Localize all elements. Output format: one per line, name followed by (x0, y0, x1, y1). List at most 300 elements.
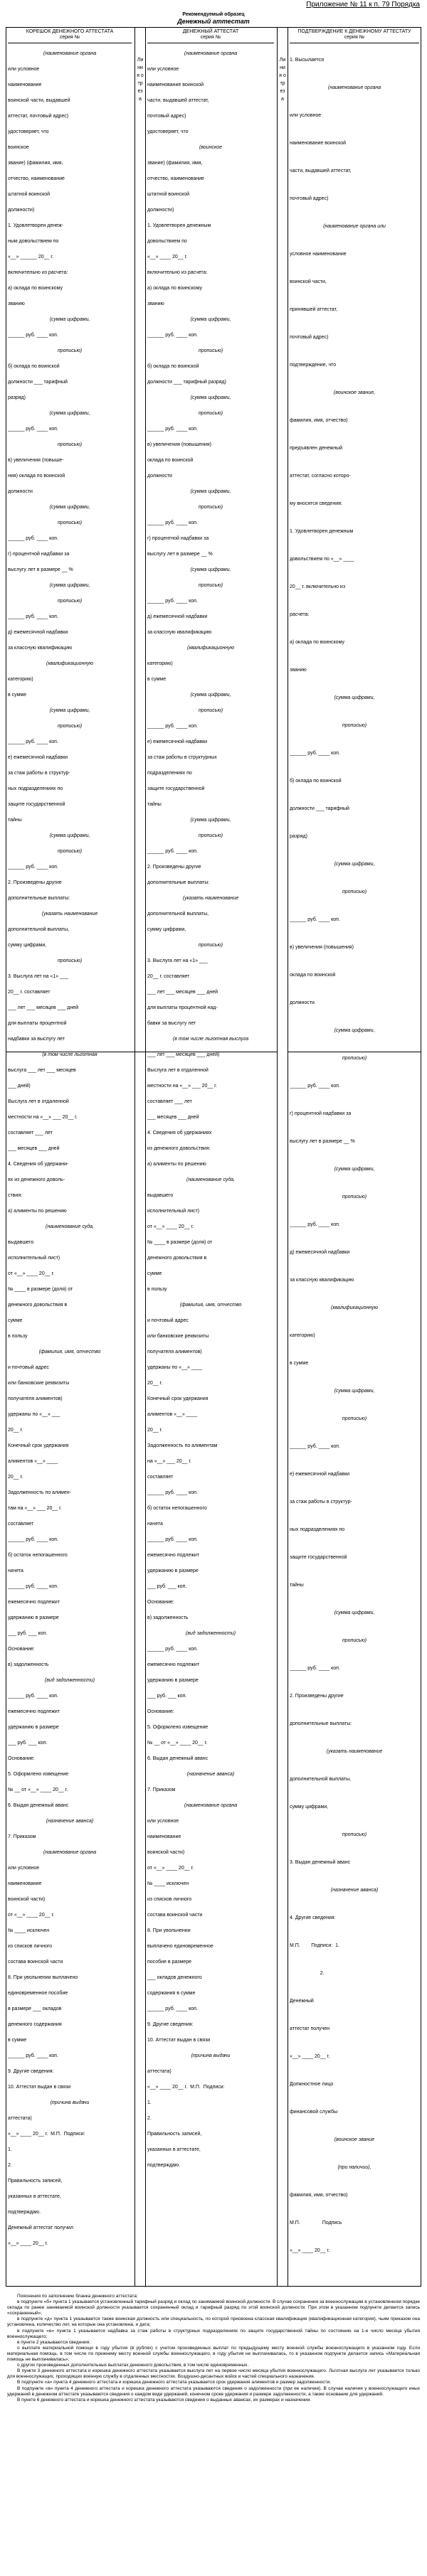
form-line: тайны (290, 1583, 304, 1588)
cut-line-right-label: Линия отреза (279, 58, 286, 102)
form-line: для выплаты процентной над- (147, 1005, 218, 1010)
form-line: прописью) (198, 833, 223, 838)
form-line: 9. Другие сведения: (147, 2022, 194, 2027)
form-line: (вид задолженности) (44, 1678, 95, 1683)
form-line: г) процентной надбавки за (147, 536, 209, 541)
note-paragraph: В пункте 6 денежного аттестата и корешка денежного аттестата указываются сведения о выданных авансах, их размерах и назначении. (17, 2397, 312, 2403)
form-line: ______ руб. ____ коп. (8, 536, 58, 541)
form-line: от «__» ____ 20__ г. (8, 1271, 55, 1276)
form-line: 10. Аттестат выдан в связи (8, 2085, 71, 2090)
form-line: прописью) (342, 1056, 367, 1061)
form-line: удостоверяет, что (147, 129, 189, 134)
form-line: ___ дней) (8, 1084, 31, 1089)
form-line: (назначение аванса) (186, 1772, 235, 1777)
form-line: в сумме (147, 677, 167, 682)
form-line: 10. Аттестат выдан в связи (147, 2038, 211, 2043)
main-title: ДЕНЕЖНЫЙ АТТЕСТАТ (182, 29, 239, 34)
form-line: 7. Приказом (8, 1834, 36, 1839)
form-line: включительно из расчета: (147, 270, 208, 275)
form-line: выслугу лет в размере __ % (147, 552, 213, 557)
form-line: (сумма цифрами, (49, 411, 90, 416)
form-line: наименование воинской (147, 82, 204, 87)
appendix-reference: Приложение № 11 к п. 79 Порядка (306, 1, 420, 9)
form-line: (сумма цифрами, (190, 395, 231, 400)
form-line: выслугу лет в размере __ % (290, 1139, 355, 1144)
form-line: ______ руб. ____ коп. (147, 724, 198, 729)
form-line: или условное (147, 67, 179, 72)
form-line: категорию) (147, 661, 173, 666)
form-line: 20__ г. включительно из (290, 584, 346, 589)
form-line: ______ руб. ____ коп. (8, 1694, 58, 1699)
form-line: 1. Удовлетворен денеж- (8, 223, 63, 228)
form-line: ______ руб. ____ коп. (8, 333, 58, 338)
form-line: ___ руб. ___ коп. (8, 1741, 48, 1746)
confirm-header (290, 28, 419, 43)
form-line: ______ руб. ____ коп. (8, 1537, 58, 1542)
form-line: прописью) (57, 442, 83, 447)
form-line: категорию) (290, 1333, 315, 1338)
form-line: денежного содержания (8, 2022, 62, 2027)
form-line: № ____ исключен (147, 1881, 189, 1886)
form-line: фамилия, имя, отчество) (290, 2193, 348, 2198)
form-line: выдавшего (8, 1240, 34, 1245)
form-line: на «__» ___ 20__ г. (147, 1459, 192, 1464)
form-line: составляет ___ лет (8, 1131, 53, 1135)
form-line: должности ___ тарифный (290, 806, 349, 811)
form-line: 1. (8, 2147, 12, 2152)
form-line: Конечный срок удержания (8, 1443, 69, 1448)
form-line: 6. Выдан денежный аванс (147, 1756, 209, 1761)
form-line: должности (147, 474, 172, 479)
form-line: прописью) (57, 520, 83, 525)
form-line: воинской части, (290, 279, 327, 284)
form-line: составляет (8, 1522, 34, 1527)
form-line: прописью) (57, 599, 83, 604)
sample-subtitle: Рекомендуемый образец (182, 12, 245, 17)
form-line: начета (147, 1522, 163, 1527)
confirm-series: серия № (344, 35, 365, 40)
form-line: за классную квалификацию (290, 1278, 354, 1283)
form-line: в) увеличения (повышения) (290, 945, 354, 950)
form-line: (наименование органа (184, 51, 238, 56)
form-line: 2. (290, 1971, 325, 1976)
form-line: (наименование органа (43, 1850, 97, 1855)
form-line: и почтовый адрес (147, 1318, 189, 1323)
form-line: а) оклада по воинскому (8, 286, 63, 291)
form-line: в) задолженность (147, 1615, 189, 1620)
form-line: звание) (фамилия, имя, (147, 161, 203, 166)
cut-line-left-label: Линия отреза (137, 58, 144, 102)
form-line: 2. Произведены другие (290, 1694, 344, 1699)
form-line: в сумме (8, 2038, 27, 2043)
form-line: прописью) (198, 943, 223, 948)
form-line: дополнительной выплаты, (290, 1777, 352, 1782)
note-paragraph: в пункте 2 указываются сведения: (17, 2339, 90, 2345)
form-line: ______ руб. ____ коп. (8, 614, 58, 619)
form-line: исполнительный лист) (8, 1256, 60, 1261)
form-line: прописью) (342, 1638, 367, 1643)
form-line: расчета: (290, 612, 310, 617)
form-line: ным довольствием по (8, 239, 59, 244)
form-line: аттестата) (147, 2069, 172, 2074)
form-line: в пользу (147, 1287, 167, 1292)
form-line: (сумма цифрами, (190, 693, 231, 698)
confirm-body (290, 46, 419, 2265)
form-line: там на «__» ___ 20__ г. (8, 1506, 62, 1511)
form-line: должности) (8, 208, 35, 213)
form-line: довольствием по (147, 239, 187, 244)
form-line: 1. Высылается (290, 58, 325, 63)
form-line: ______ руб. ____ коп. (290, 1084, 340, 1089)
form-line: принявшей аттестат, (290, 307, 338, 312)
form-line: ___ лет ___ месяцев ___ дней (147, 990, 218, 995)
form-line: прописью) (57, 958, 83, 963)
form-line: (сумма цифрами, (334, 1028, 375, 1033)
form-line: дополнительные выплаты: (147, 880, 210, 885)
form-line: «__» ____ 20__ г. (290, 2054, 330, 2059)
form-line: аттестат, согласно которо- (290, 474, 351, 479)
form-line: 9. Другие сведения: (8, 2069, 54, 2074)
form-line: за стаж работы в структур- (8, 771, 70, 776)
form-line: (сумма цифрами, (190, 489, 231, 494)
form-line: (назначение аванса) (46, 1819, 94, 1824)
form-line: ______ руб. ____ коп. (8, 427, 58, 432)
form-line: выслугу лет в размере __ % (8, 567, 73, 572)
form-line: ___ месяцев ___ дней (8, 1146, 60, 1151)
form-line: ______ руб. ____ коп. (147, 427, 198, 432)
form-line: (воинское звание (334, 2137, 375, 2142)
form-line: в сумме (8, 693, 27, 698)
form-line: № __ от «__» ____ 20__ г. (8, 1787, 68, 1792)
form-line: 2. Произведены другие (147, 865, 201, 870)
form-line: разряд) (290, 834, 307, 839)
form-line: в) увеличения (повыше- (8, 458, 64, 463)
form-line: (наименование органа (327, 85, 381, 90)
form-line: ______ руб. ____ коп. (8, 2053, 58, 2058)
form-line: ______ руб. ____ коп. (290, 1444, 340, 1449)
form-line: 7. Приказом (147, 1787, 176, 1792)
form-line: Денежный аттестат получил (8, 2225, 73, 2230)
form-line: «__» ____ 20__ г. (147, 255, 188, 260)
form-line: ______ руб. ____ коп. (147, 1647, 198, 1652)
form-line: (сумма цифрами, (334, 862, 375, 867)
form-line: (сумма цифрами, (334, 1167, 375, 1172)
form-line: ______ руб. ____ коп. (147, 1537, 198, 1542)
form-line: прописью) (57, 724, 83, 729)
form-line: (при наличии), (337, 2165, 371, 2170)
form-line: ежемесячно подлежит (8, 1600, 60, 1605)
cut-line-right-outer (277, 28, 278, 2286)
form-line: 20__ г. составляет (8, 990, 51, 995)
form-line: в) увеличения (повышения) (147, 442, 212, 447)
form-line: почтовый адрес) (290, 196, 329, 201)
form-line: прописью) (342, 1832, 367, 1837)
form-line: удержанию в размере (147, 1568, 199, 1573)
form-line: денежного довольствия в (147, 1256, 207, 1261)
form-line: (квалификационную (46, 661, 93, 666)
form-line: отчество, наименование (8, 176, 65, 181)
form-line: сумму цифрами, (290, 1805, 329, 1810)
form-line: за классную квалификацию (147, 630, 212, 635)
form-line: состава воинской части (8, 1960, 63, 1965)
form-line: б) остаток непогашенного (147, 1506, 207, 1511)
form-line: Должностное лицо (290, 2082, 334, 2087)
form-line: званию (8, 301, 25, 306)
form-line: для выплаты процентной (8, 1021, 67, 1026)
form-line: д) ежемесячной надбавки (147, 614, 208, 619)
form-line: фамилия, имя, отчество) (290, 418, 348, 423)
form-line: ___ руб. ___ коп. (147, 1584, 187, 1589)
form-line: 1. Удовлетворен денежным (147, 223, 211, 228)
form-line: должности) (147, 208, 174, 213)
form-line: б) остаток непогашенного (8, 1553, 68, 1558)
form-line: должности (8, 489, 33, 494)
form-line: или условное (8, 1866, 40, 1871)
form-line: за стаж работы в структур- (290, 1500, 352, 1505)
form-line: 4. Другие сведения: (290, 1915, 336, 1920)
form-line: Основание: (147, 1709, 174, 1714)
form-line: или условное (290, 113, 322, 118)
form-line: части, выдавшей аттестат, (290, 169, 352, 173)
form-line: аттестата) (8, 2116, 32, 2121)
note-paragraph: в подпункте «б» пункта 1 указывается установленный тарифный разряд и оклад по занимаемой воинской должности. В случае сохранения за военнослужащим в установленном порядке оклада по ранее занимаемой воинской должности указывается сохраненный оклад и тарифный разряд по этой воинской должности. При этом в указанном подпункте делается запись «сохраненный»; (7, 2299, 420, 2316)
form-line: удостоверяет, что (8, 129, 49, 134)
form-line: сумме (147, 1271, 162, 1276)
form-line: ______ руб. ____ коп. (8, 739, 58, 744)
form-line: получателя алиментов) (147, 1350, 202, 1354)
form-line: е) ежемесячной надбавки (147, 739, 208, 744)
form-line: (сумма цифрами, (49, 708, 90, 713)
form-line: от «__» ____ 20__ г. (147, 1866, 194, 1871)
form-line: ___ руб. ___ коп. (8, 1631, 48, 1636)
form-line: воинской части, выдавшей (8, 98, 70, 103)
form-line: дополнительные выплаты: (8, 896, 70, 901)
form-line: сумму цифрами, (147, 927, 186, 932)
form-line: состава воинской части (147, 1913, 203, 1918)
form-line: из списков личного (8, 1944, 53, 1949)
form-line: (наименование органа (184, 1803, 238, 1808)
form-line: прописью) (57, 849, 83, 854)
note-paragraph: В подпункте «а» пункта 4 денежного аттестата и корешка денежного аттестата указывается срок удержания алиментов и размер задолженности. (17, 2380, 331, 2385)
form-line: а) оклада по воинскому (290, 640, 344, 645)
document-title: Денежный аттестат (177, 18, 250, 25)
note-paragraph: В подпункте «в» пункта 4 денежного аттестата и корешка денежного аттестата указываются сведения о задолженности (при ее наличии). В случае наличия у военнослужащего иных удержаний в денежном аттестате указываются сведения о каждом виде удержаний, конечном сроке удержания и размере задолженности, а также основание для удержаний. (7, 2385, 420, 2397)
form-line: штатной воинской (8, 192, 51, 197)
form-line: подразделениях по (147, 771, 192, 776)
form-line: ______ руб. ____ коп. (8, 1584, 58, 1589)
form-line: е) ежемесячной надбавки (290, 1472, 350, 1477)
form-line: отчество, наименование (147, 176, 204, 181)
form-line: условное наименование (290, 252, 347, 257)
form-line: «__» ______ 20__ г. (8, 255, 53, 260)
form-line: ______ руб. ____ коп. (147, 333, 198, 338)
form-line: г) процентной надбавки за (290, 1111, 352, 1116)
form-line: (сумма цифрами, (334, 695, 375, 700)
form-line: подтверждаю. (147, 2163, 181, 2168)
form-line: ______ руб. ____ коп. (8, 865, 58, 870)
stub-series: серия № (59, 35, 80, 40)
form-line: 6. Выдан денежный аванс (8, 1803, 69, 1808)
note-paragraph: о других произведенных дополнительных выплатах денежного довольствия, в том числе единовременных. (17, 2363, 249, 2368)
form-line: местности на «__» ___ 20__ г. (147, 1084, 217, 1089)
form-line: тайны (8, 818, 22, 823)
form-line: или условное (8, 67, 40, 72)
form-line: довольствием по «__» ____ (290, 557, 354, 562)
form-line: 20__ г. (147, 1381, 163, 1386)
form-line: в размере ___ окладов (8, 2006, 62, 2011)
form-line: или условное (147, 1819, 179, 1824)
form-line: ___ лет ___ месяцев ___ дней) (147, 1052, 220, 1057)
form-line: 2. (147, 2116, 152, 2121)
form-line: Конечный срок удержания (147, 1396, 209, 1401)
form-line: № __ от «__» ____ 20__ г. (147, 1741, 208, 1746)
main-body (147, 46, 274, 2174)
form-line: начета (8, 1568, 23, 1573)
form-line: (сумма цифрами, (49, 505, 90, 510)
form-line: прописью) (198, 583, 223, 588)
form-line: прописью) (198, 505, 223, 510)
form-line: пособие в размере (147, 1960, 191, 1965)
form-line: (фамилия, имя, отчество (38, 1350, 101, 1354)
form-line: е) ежемесячной надбавки (8, 755, 68, 760)
form-line: № ____ в размере (доля) от (8, 1287, 73, 1292)
form-line: почтовый адрес) (147, 114, 186, 119)
form-line: ______ руб. ____ коп. (290, 1666, 340, 1671)
form-line: 4. Сведения об удержани- (8, 1162, 69, 1167)
form-line: части, выдавшей аттестат, (147, 98, 209, 103)
form-line: Задолженность по алимен- (8, 1490, 71, 1495)
confirm-column (290, 28, 419, 2286)
cut-line-left-inner (145, 28, 146, 2286)
form-line: ных подразделениях по (8, 786, 63, 791)
form-line: а) алименты по решению (8, 1209, 67, 1214)
form-line: Задолженность по алиментам (147, 1443, 218, 1448)
form-line: оклада по воинской (147, 458, 194, 463)
form-line: исполнительный лист) (147, 1209, 200, 1214)
form-line: прописью) (198, 708, 223, 713)
form-line: наименование (8, 82, 42, 87)
form-line: прописью) (342, 1195, 367, 1199)
form-line: (сумма цифрами, (334, 1610, 375, 1615)
form-line: подтверждаю. (8, 2210, 41, 2215)
form-line: (указать наименование (326, 1749, 383, 1754)
form-line: защите государственной (290, 1555, 347, 1560)
form-line: воинской части) (8, 1897, 46, 1902)
form-line: штатной воинской (147, 192, 190, 197)
form-line: (наименование органа (43, 51, 97, 56)
form-line: (воинское звание, (333, 390, 376, 395)
form-line: «__» ____ 20__ г. (290, 2248, 330, 2253)
form-line: наименование (8, 1881, 42, 1886)
form-line: 8. При увольнении выплачено (8, 1975, 78, 1980)
form-line: из списков личного (147, 1897, 192, 1902)
form-line: Правильность записей, (8, 2179, 63, 2184)
form-line: ствия: (8, 1193, 23, 1198)
form-line: ______ руб. ____ коп. (147, 1490, 198, 1495)
form-line: получателя алиментов) (8, 1396, 63, 1401)
stub-column (8, 28, 132, 2286)
form-line: от «__» ____ 20__ г. (147, 1224, 194, 1229)
form-line: 8. При увольнении (147, 1928, 191, 1933)
form-line: наименование (147, 1834, 181, 1839)
form-line: прописью) (342, 723, 367, 728)
attestat-form (6, 27, 421, 2287)
form-line: удержанию в размере (147, 1678, 199, 1683)
form-line: ______ руб. ____ коп. (147, 849, 198, 854)
form-line: удержаны по «__» ___ (8, 1412, 60, 1417)
form-line: воинской части) (147, 1850, 185, 1855)
form-line: почтовый адрес) (290, 335, 329, 340)
form-line: (сумма цифрами, (190, 317, 231, 322)
form-line: надбавки за выслугу лет (8, 1037, 65, 1042)
form-line: Выслуга лет в отдаленной (8, 1099, 69, 1104)
form-line: ______ руб. ____ коп. (290, 917, 340, 922)
form-line: включительно из расчета: (8, 270, 68, 275)
form-line: (вид задолженности) (185, 1631, 236, 1636)
form-line: указанных в аттестате, (147, 2147, 201, 2152)
form-line: дополнительные выплаты: (290, 1721, 352, 1726)
form-line: ___ окладов денежного (147, 1975, 202, 1980)
form-line: алиментов «__» ____ (147, 1412, 198, 1417)
form-line: за классную квалификацию (8, 646, 73, 651)
note-paragraph: Пояснения по заполнению бланка денежного аттестата: (17, 2294, 138, 2299)
form-line: прописью) (198, 411, 223, 416)
form-line: ях из денежного доволь- (8, 1177, 65, 1182)
form-line: и почтовый адрес (8, 1365, 49, 1370)
form-line: (фамилия, имя, отчество (179, 1303, 242, 1308)
form-line: выслуга ___ лет ___ месяцев (8, 1068, 76, 1073)
form-line: Правильность записей, (147, 2132, 202, 2137)
form-line: званию (290, 668, 307, 673)
form-line: прописью) (342, 1416, 367, 1421)
form-line: «__» ____ 20__ г. М.П. Подписи: (8, 2132, 85, 2137)
form-line: му вносятся сведения: (290, 501, 342, 506)
form-line: выплачено единовременное (147, 1944, 214, 1949)
form-line: оклада по воинской (290, 973, 336, 978)
form-line: (в том числе льготная (42, 1052, 97, 1057)
main-header (147, 28, 274, 43)
form-line: составляет (147, 1475, 174, 1480)
stub-body (8, 46, 132, 2252)
form-line: аттестат получен (290, 2026, 330, 2031)
main-column (147, 28, 274, 2286)
form-line: в) задолженность (8, 1662, 49, 1667)
form-line: ежемесячно подлежит (8, 1709, 60, 1714)
form-line: должности ___ тарифный (8, 380, 68, 385)
form-line: ___ руб. ___ коп. (147, 1694, 187, 1699)
form-line: ______ руб. ____ коп. (147, 520, 198, 525)
form-line: (квалификационную (331, 1305, 378, 1310)
form-line: или банковские реквизиты (147, 1334, 209, 1339)
form-line: удержанию в размере (8, 1615, 59, 1620)
form-line: 1. (147, 2100, 152, 2105)
form-line: (причина выдачи (191, 2053, 231, 2058)
form-line: а) оклада по воинскому (147, 286, 202, 291)
form-line: 5. Оформлено извещение (8, 1772, 69, 1777)
form-line: а) алименты по решению (147, 1162, 206, 1167)
form-line: б) оклада по воинской (290, 779, 342, 784)
form-line: (сумма цифрами, (190, 567, 231, 572)
form-line: тайны (147, 802, 162, 807)
form-line: прописью) (198, 348, 223, 353)
form-line: 20__ г. (8, 1475, 23, 1480)
form-line: (указать наименование (182, 896, 239, 901)
form-line: (сумма цифрами, (49, 317, 90, 322)
form-line: выдавшего (147, 1193, 174, 1198)
form-line: д) ежемесячной надбавки (8, 630, 68, 635)
form-line: алиментов «__» ____ (8, 1459, 58, 1464)
form-line: звание) (фамилия, имя, (8, 161, 63, 166)
